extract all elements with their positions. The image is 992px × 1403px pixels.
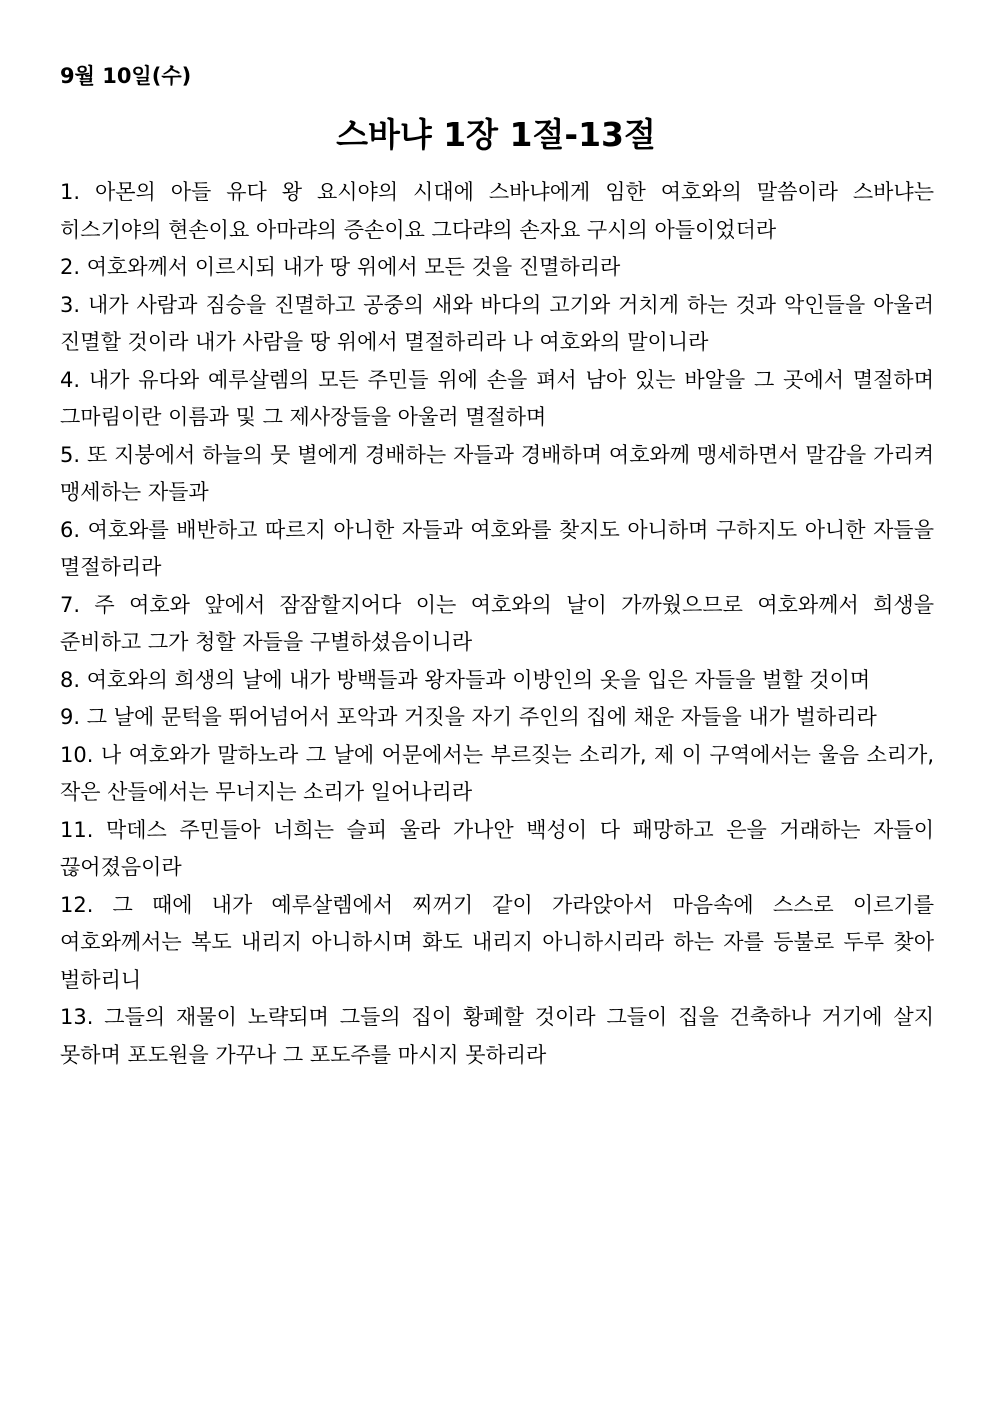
verse-3: 3. 내가 사람과 짐승을 진멸하고 공중의 새와 바다의 고기와 거치게 하는 것과 악인들을 아울러 진멸할 것이라 내가 사람을 땅 위에서 멸절하리라 나 여호와의 말이니라 [60, 292, 934, 354]
verse-9: 9. 그 날에 문턱을 뛰어넘어서 포악과 거짓을 자기 주인의 집에 채운 자들을 내가 벌하리라 [60, 705, 877, 729]
verse-list [60, 174, 934, 1074]
verse-5: 5. 또 지붕에서 하늘의 뭇 별에게 경배하는 자들과 경배하며 여호와께 맹세하면서 말감을 가리켜 맹세하는 자들과 [60, 442, 934, 504]
reading-date: 9월 10일(수) [60, 64, 192, 88]
verse-7: 7. 주 여호와 앞에서 잠잠할지어다 이는 여호와의 날이 가까웠으므로 여호와께서 희생을 준비하고 그가 청할 자들을 구별하셨음이니라 [60, 592, 934, 654]
verse-10: 10. 나 여호와가 말하노라 그 날에 어문에서는 부르짖는 소리가, 제 이 구역에서는 울음 소리가, 작은 산들에서는 무너지는 소리가 일어나리라 [60, 742, 934, 804]
verse-11: 11. 막데스 주민들아 너희는 슬피 울라 가나안 백성이 다 패망하고 은을 거래하는 자들이 끊어졌음이라 [60, 817, 934, 879]
verse-4: 4. 내가 유다와 예루살렘의 모든 주민들 위에 손을 펴서 남아 있는 바알을 그 곳에서 멸절하며 그마림이란 이름과 및 그 제사장들을 아울러 멸절하며 [60, 367, 934, 429]
verse-6: 6. 여호와를 배반하고 따르지 아니한 자들과 여호와를 찾지도 아니하며 구하지도 아니한 자들을 멸절하리라 [60, 517, 934, 579]
verse-1: 1. 아몬의 아들 유다 왕 요시야의 시대에 스바냐에게 임한 여호와의 말씀이라 스바냐는 히스기야의 현손이요 아마랴의 증손이요 그다랴의 손자요 구시의 아들이었더라 [60, 180, 934, 242]
passage-title: 스바냐 1장 1절-13절 [336, 115, 656, 154]
verse-12: 12. 그 때에 내가 예루살렘에서 찌꺼기 같이 가라앉아서 마음속에 스스로 이르기를 여호와께서는 복도 내리지 아니하시며 화도 내리지 아니하시리라 하는 자를 등불로 두루 찾아 벌하리니 [60, 892, 934, 992]
verse-2: 2. 여호와께서 이르시되 내가 땅 위에서 모든 것을 진멸하리라 [60, 255, 621, 279]
verse-8: 8. 여호와의 희생의 날에 내가 방백들과 왕자들과 이방인의 옷을 입은 자들을 벌할 것이며 [60, 667, 871, 692]
verse-13: 13. 그들의 재물이 노략되며 그들의 집이 황폐할 것이라 그들이 집을 건축하나 거기에 살지 못하며 포도원을 가꾸나 그 포도주를 마시지 못하리라 [60, 1005, 934, 1067]
